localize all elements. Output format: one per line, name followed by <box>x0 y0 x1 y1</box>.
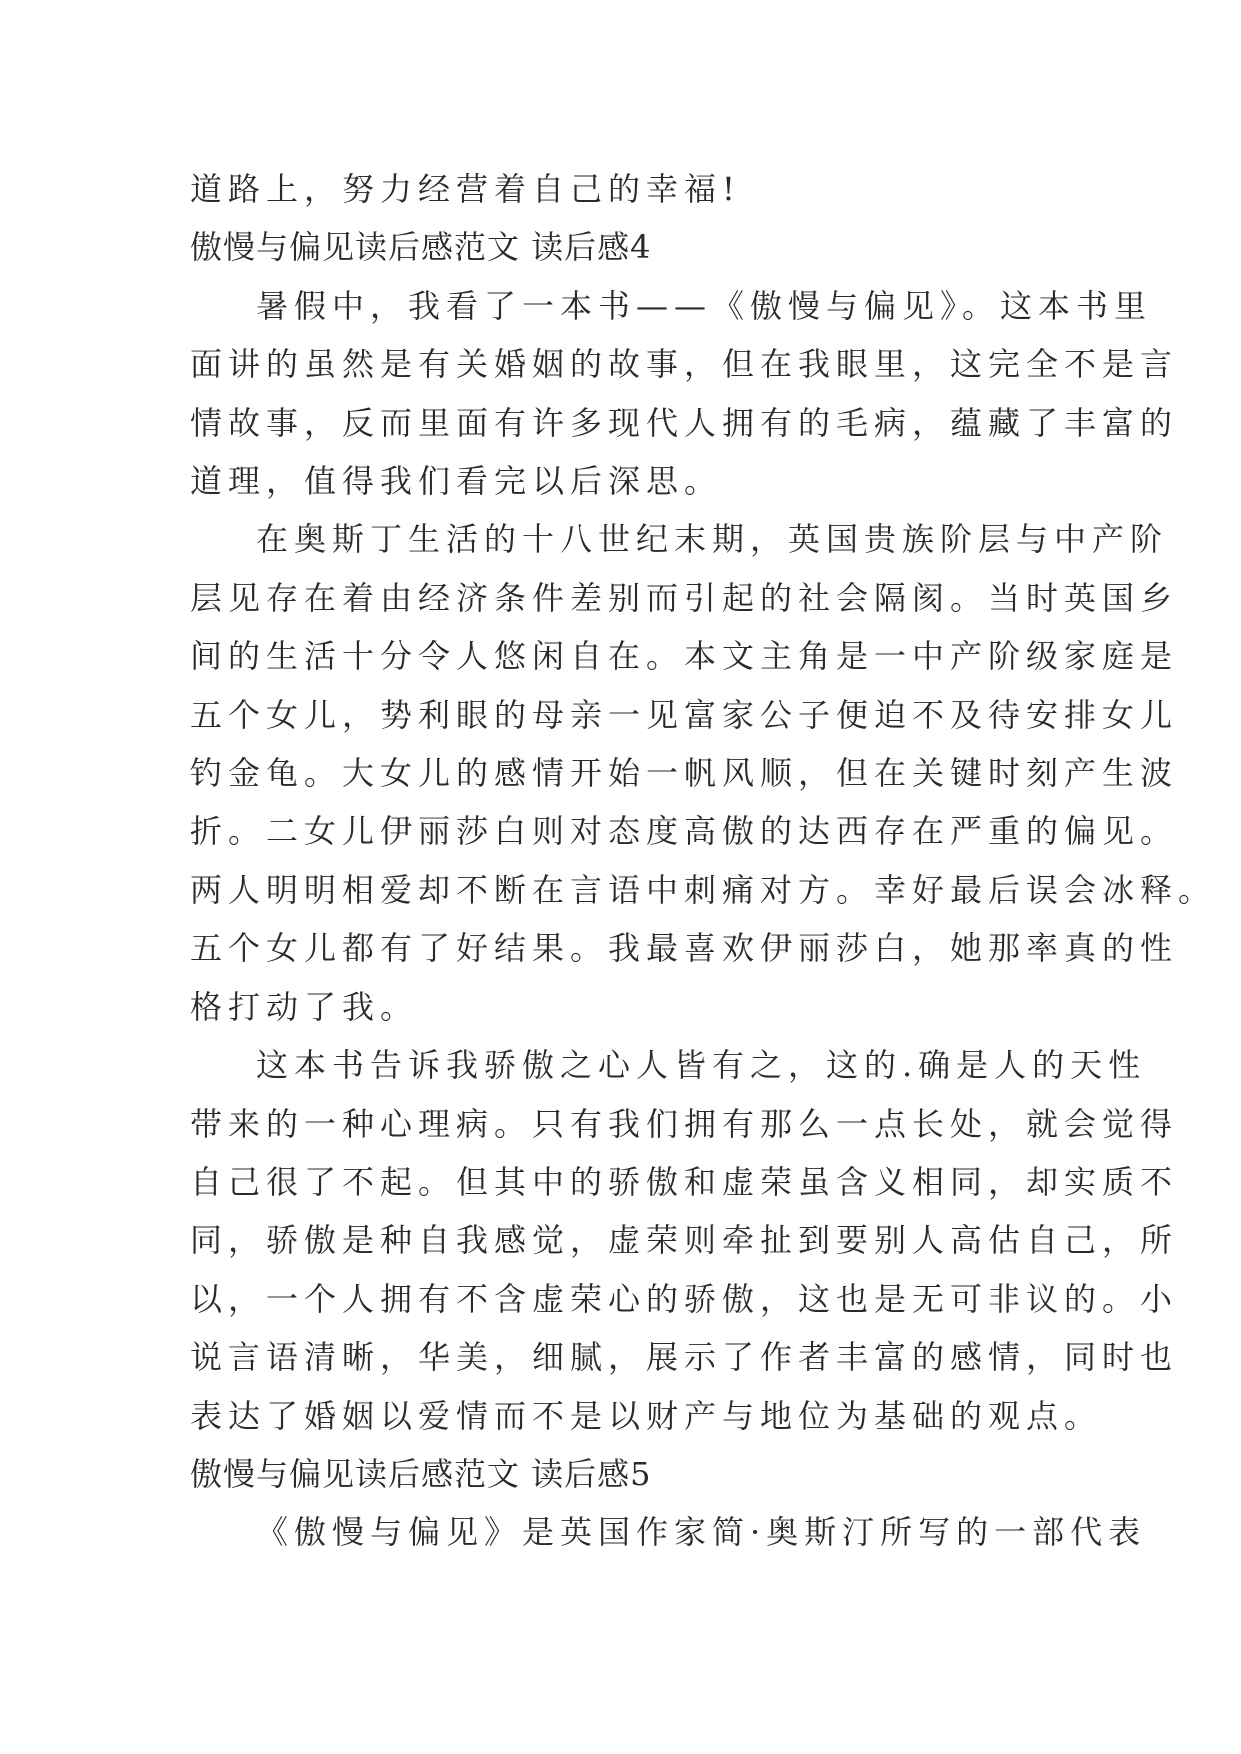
paragraph-line: 自己很了不起。但其中的骄傲和虚荣虽含义相同，却实质不 <box>190 1162 1179 1201</box>
paragraph-line: 表达了婚姻以爱情而不是以财产与地位为基础的观点。 <box>190 1396 1103 1435</box>
paragraph-line: 这本书告诉我骄傲之心人皆有之，这的.确是人的天性 <box>256 1046 1147 1085</box>
paragraph-line: 两人明明相爱却不断在言语中刺痛对方。幸好最后误会冰释。 <box>190 870 1217 909</box>
paragraph-line: 层见存在着由经济条件差别而引起的社会隔阂。当时英国乡 <box>190 578 1179 617</box>
paragraph-line: 暑假中，我看了一本书——《傲慢与偏见》。这本书里 <box>256 286 1153 325</box>
paragraph-line: 折。二女儿伊丽莎白则对态度高傲的达西存在严重的偏见。 <box>190 812 1179 851</box>
paragraph-line: 格打动了我。 <box>190 987 419 1026</box>
paragraph-line: 道理，值得我们看完以后深思。 <box>190 462 723 501</box>
paragraph-line: 五个女儿，势利眼的母亲一见富家公子便迫不及待安排女儿 <box>190 695 1179 734</box>
paragraph-line: 同，骄傲是种自我感觉，虚荣则牵扯到要别人高估自己，所 <box>190 1221 1179 1260</box>
paragraph-line: 面讲的虽然是有关婚姻的故事，但在我眼里，这完全不是言 <box>190 345 1179 384</box>
paragraph-line: 间的生活十分令人悠闲自在。本文主角是一中产阶级家庭是 <box>190 637 1179 676</box>
paragraph-line: 钓金龟。大女儿的感情开始一帆风顺，但在关键时刻产生波 <box>190 754 1179 793</box>
document-body <box>190 160 1217 1562</box>
paragraph-line: 五个女儿都有了好结果。我最喜欢伊丽莎白，她那率真的性 <box>190 929 1179 968</box>
paragraph-line: 《傲慢与偏见》是英国作家简·奥斯汀所写的一部代表 <box>256 1513 1147 1552</box>
paragraph-line: 情故事，反而里面有许多现代人拥有的毛病，蕴藏了丰富的 <box>190 403 1179 442</box>
paragraph-line: 在奥斯丁生活的十八世纪末期，英国贵族阶层与中产阶 <box>256 520 1169 559</box>
paragraph-continuation-line: 道路上，努力经营着自己的幸福! <box>190 170 741 208</box>
section-heading-4: 傲慢与偏见读后感范文 读后感4 <box>190 228 652 267</box>
paragraph-line: 带来的一种心理病。只有我们拥有那么一点长处，就会觉得 <box>190 1104 1179 1143</box>
paragraph-line: 以，一个人拥有不含虚荣心的骄傲，这也是无可非议的。小 <box>190 1279 1179 1318</box>
section-heading-5: 傲慢与偏见读后感范文 读后感5 <box>190 1454 652 1493</box>
paragraph-line: 说言语清晰，华美，细腻，展示了作者丰富的感情，同时也 <box>190 1338 1179 1377</box>
